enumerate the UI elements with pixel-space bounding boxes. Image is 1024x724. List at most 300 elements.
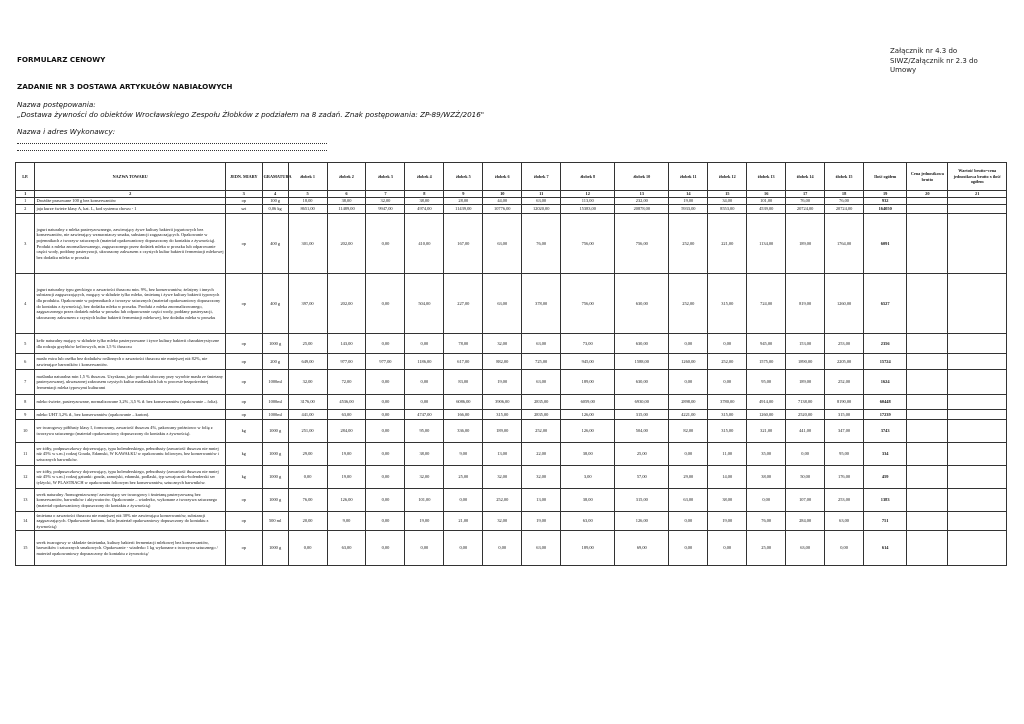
gross-value-cell xyxy=(948,214,1007,274)
nursery-quantity: 0,00 xyxy=(366,489,405,512)
product-name: ser żółty, podpuszczkowy dojrzewający, typu holenderskiego, pełnotłusty (zawartość tłuszczu nie mniej niż 45% w s.m.) rodzaj gatunki: gouda, zamojski, edamski, podlaski, typ szwajcarsko-holenderski ser tylżycki, W PLASTRACH w opakowaniu foliowym bez konserwantów, sztucznych barwników. xyxy=(35,466,225,489)
nursery-quantity: 25,00 xyxy=(444,466,483,489)
nursery-quantity: 32,00 xyxy=(288,370,327,395)
nursery-quantity: 95,00 xyxy=(405,420,444,443)
column-header: żłobek 4 xyxy=(405,163,444,191)
nursery-quantity: 1588,00 xyxy=(615,354,669,370)
row-number: 4 xyxy=(16,274,35,334)
nursery-quantity: 73,00 xyxy=(561,334,615,354)
total-quantity: 6091 xyxy=(864,214,907,274)
price-table xyxy=(15,162,1007,566)
row-number: 15 xyxy=(16,531,35,566)
nursery-quantity: 1260,00 xyxy=(747,410,786,420)
nursery-quantity: 253,00 xyxy=(825,334,864,354)
nursery-quantity: 63,00 xyxy=(669,489,708,512)
nursery-quantity: 504,00 xyxy=(615,420,669,443)
procedure-name: „Dostawa żywności do obiektów Wrocławskiego Zespołu Żłobków z podziałem na 8 zadań. Znak postępowania: ZP-89/WZŻ/2016" xyxy=(17,110,485,119)
product-name: masło extra lub osełka bez dodatków roślinnych o zawartości tłuszczu nie mniejszej niż 82%, nie zawierające barwników i konserwantów. xyxy=(35,354,225,370)
nursery-quantity: 630,00 xyxy=(615,334,669,354)
column-number: 3 xyxy=(225,191,262,198)
total-quantity: 6527 xyxy=(864,274,907,334)
nursery-quantity: 252,00 xyxy=(669,274,708,334)
nursery-quantity: 0,00 xyxy=(747,489,786,512)
unit-price-cell xyxy=(907,274,948,334)
nursery-quantity: 18,00 xyxy=(288,198,327,205)
nursery-quantity: 20878,00 xyxy=(615,205,669,214)
unit-price-cell xyxy=(907,395,948,410)
nursery-quantity: 11439,00 xyxy=(444,205,483,214)
nursery-quantity: 29,00 xyxy=(288,443,327,466)
nursery-quantity: 21,00 xyxy=(444,512,483,531)
nursery-quantity: 253,00 xyxy=(825,489,864,512)
nursery-quantity: 441,00 xyxy=(288,410,327,420)
nursery-quantity: 101,00 xyxy=(747,198,786,205)
row-number: 3 xyxy=(16,214,35,274)
total-quantity: 932 xyxy=(864,198,907,205)
gross-value-cell xyxy=(948,354,1007,370)
nursery-quantity: 32,00 xyxy=(405,466,444,489)
column-header: żłobek 15 xyxy=(825,163,864,191)
nursery-quantity: 2835,00 xyxy=(522,395,561,410)
table-row xyxy=(16,531,1007,566)
row-number: 2 xyxy=(16,205,35,214)
nursery-quantity: 4914,00 xyxy=(747,395,786,410)
column-header: żłobek 13 xyxy=(747,163,786,191)
nursery-quantity: 8651,00 xyxy=(288,205,327,214)
column-number: 9 xyxy=(444,191,483,198)
nursery-quantity: 251,00 xyxy=(288,420,327,443)
unit-price-cell xyxy=(907,466,948,489)
nursery-quantity: 35,00 xyxy=(747,443,786,466)
row-number: 10 xyxy=(16,420,35,443)
column-number: 8 xyxy=(405,191,444,198)
nursery-quantity: 0,00 xyxy=(669,370,708,395)
nursery-quantity: 0,00 xyxy=(786,443,825,466)
grammage: 500 ml xyxy=(262,512,288,531)
column-header: żłobek 5 xyxy=(444,163,483,191)
nursery-quantity: 83,00 xyxy=(444,370,483,395)
nursery-quantity: 0,00 xyxy=(669,334,708,354)
nursery-quantity: 504,00 xyxy=(405,274,444,334)
nursery-quantity: 0,00 xyxy=(366,443,405,466)
unit-price-cell xyxy=(907,443,948,466)
nursery-quantity: 76,00 xyxy=(288,489,327,512)
nursery-quantity: 0,00 xyxy=(366,512,405,531)
gross-value-cell xyxy=(948,198,1007,205)
table-row xyxy=(16,466,1007,489)
nursery-quantity: 113,00 xyxy=(561,198,615,205)
nursery-quantity: 189,00 xyxy=(786,214,825,274)
nursery-quantity: 0,00 xyxy=(444,531,483,566)
nursery-quantity: 315,00 xyxy=(615,489,669,512)
nursery-quantity: 0,00 xyxy=(825,531,864,566)
unit-of-measure: op xyxy=(225,489,262,512)
grammage: 1000 g xyxy=(262,334,288,354)
nursery-quantity: 101,00 xyxy=(405,489,444,512)
nursery-quantity: 0,00 xyxy=(405,370,444,395)
nursery-quantity: 57,00 xyxy=(615,466,669,489)
total-quantity: 334 xyxy=(864,443,907,466)
grammage: 1000ml xyxy=(262,410,288,420)
table-row xyxy=(16,354,1007,370)
table-row xyxy=(16,443,1007,466)
gross-value-cell xyxy=(948,489,1007,512)
column-header: Ilość ogółem xyxy=(864,163,907,191)
table-row xyxy=(16,420,1007,443)
unit-of-measure: op xyxy=(225,512,262,531)
nursery-quantity: 3906,00 xyxy=(483,395,522,410)
nursery-quantity: 50,00 xyxy=(786,466,825,489)
nursery-quantity: 0,00 xyxy=(405,531,444,566)
nursery-quantity: 20724,00 xyxy=(825,205,864,214)
table-row xyxy=(16,370,1007,395)
nursery-quantity: 19,00 xyxy=(405,512,444,531)
nursery-quantity: 0,00 xyxy=(708,334,747,354)
unit-of-measure: op xyxy=(225,354,262,370)
nursery-quantity: 756,00 xyxy=(561,214,615,274)
grammage: 1000 g xyxy=(262,466,288,489)
nursery-quantity: 4539,00 xyxy=(747,205,786,214)
nursery-quantity: 19,00 xyxy=(522,512,561,531)
nursery-quantity: 315,00 xyxy=(708,410,747,420)
nursery-quantity: 7138,00 xyxy=(786,395,825,410)
row-number: 9 xyxy=(16,410,35,420)
gross-value-cell xyxy=(948,443,1007,466)
nursery-quantity: 38,00 xyxy=(561,489,615,512)
nursery-quantity: 8553,00 xyxy=(708,205,747,214)
nursery-quantity: 252,00 xyxy=(483,489,522,512)
nursery-quantity: 95,00 xyxy=(825,443,864,466)
nursery-quantity: 0,00 xyxy=(366,466,405,489)
nursery-quantity: 189,00 xyxy=(561,370,615,395)
nursery-quantity: 227,00 xyxy=(444,274,483,334)
column-number: 10 xyxy=(483,191,522,198)
nursery-quantity: 252,00 xyxy=(825,370,864,395)
table-row xyxy=(16,205,1007,214)
gross-value-cell xyxy=(948,512,1007,531)
nursery-quantity: 724,00 xyxy=(747,274,786,334)
nursery-quantity: 202,00 xyxy=(327,274,366,334)
nursery-quantity: 9,00 xyxy=(444,443,483,466)
grammage: 1000 g xyxy=(262,443,288,466)
nursery-quantity: 945,00 xyxy=(561,354,615,370)
nursery-quantity: 25,00 xyxy=(615,443,669,466)
table-row xyxy=(16,489,1007,512)
grammage: 1000 g xyxy=(262,531,288,566)
column-header: Cena jednostkowa brutto xyxy=(907,163,948,191)
nursery-quantity: 19,00 xyxy=(327,443,366,466)
table-row xyxy=(16,334,1007,354)
grammage: 100 g xyxy=(262,198,288,205)
table-body xyxy=(16,198,1007,566)
nursery-quantity: 2520,00 xyxy=(786,410,825,420)
nursery-quantity: 0,00 xyxy=(288,466,327,489)
nursery-quantity: 63,00 xyxy=(522,198,561,205)
nursery-quantity: 38,00 xyxy=(747,466,786,489)
table-row xyxy=(16,395,1007,410)
nursery-quantity: 63,00 xyxy=(327,410,366,420)
table-row xyxy=(16,214,1007,274)
nursery-quantity: 756,00 xyxy=(561,274,615,334)
nursery-quantity: 0,00 xyxy=(366,274,405,334)
nursery-quantity: 0,00 xyxy=(405,334,444,354)
column-header: żłobek 2 xyxy=(327,163,366,191)
nursery-quantity: 397,00 xyxy=(288,274,327,334)
nursery-quantity: 32,00 xyxy=(483,512,522,531)
nursery-quantity: 78,00 xyxy=(444,334,483,354)
nursery-quantity: 126,00 xyxy=(327,489,366,512)
column-number: 19 xyxy=(864,191,907,198)
nursery-quantity: 0,00 xyxy=(669,512,708,531)
column-header: żłobek 12 xyxy=(708,163,747,191)
column-number: 4 xyxy=(262,191,288,198)
nursery-quantity: 202,00 xyxy=(327,214,366,274)
column-header: żłobek 11 xyxy=(669,163,708,191)
nursery-quantity: 4747,00 xyxy=(405,410,444,420)
column-number: 12 xyxy=(561,191,615,198)
nursery-quantity: 0,00 xyxy=(669,443,708,466)
nursery-quantity: 6059,00 xyxy=(561,395,615,410)
column-number: 20 xyxy=(907,191,948,198)
nursery-quantity: 19,00 xyxy=(483,370,522,395)
unit-of-measure: op xyxy=(225,531,262,566)
nursery-quantity: 0,00 xyxy=(366,370,405,395)
column-header: Wartość brutto=cena jednostkowa brutto x ilość ogółem xyxy=(948,163,1007,191)
unit-of-measure: kg xyxy=(225,466,262,489)
nursery-quantity: 1186,00 xyxy=(405,354,444,370)
product-name: serek twarogowy w składzie śmietanka, kultury bakterii fermentacji mlekowej bez konserwantów, barwników i sztucznych smakowych. Opakowanie - wiaderko 1 kg wykonane z tworzywa sztucznego / materiał opakowaniowy dopuszczony do kontaktu z żywnością/ xyxy=(35,531,225,566)
nursery-quantity: 4974,00 xyxy=(405,205,444,214)
nursery-quantity: 315,00 xyxy=(708,420,747,443)
nursery-quantity: 0,00 xyxy=(366,395,405,410)
unit-of-measure: op xyxy=(225,395,262,410)
product-name: ser żółty, podpuszczkowy dojrzewający, typu holenderskiego, pełnotłusty (zawartość tłuszczu nie mniej niż 45% w s.m.) rodzaj Gouda, Edamski, W KAWAŁKU w opakowaniu foliowym, bez konserwantów i sztucznych barwników. xyxy=(35,443,225,466)
grammage: 1000ml xyxy=(262,370,288,395)
product-name: jogurt naturalny z mleka pasteryzowanego, zawierający żywe kultury bakterii jogurtowych bez konserwantów, nie zawierający wzmacniaczy smaku, substancji zagęszczających. Opakowanie w pojemnikach z tworzyw sztucznych (materiał opakowaniowy dopuszczony do kontaktu z żywnością). Produkt z mleka znormalizowanego, zagęszczonego przez dodatek mleka w proszku lub odparowanie części wody, poddany pasteryzacji, ukwaszony zakwasem z czystych kultur bakterii fermentacji mlekowej bez dodatku mleka w proszku xyxy=(35,214,225,274)
nursery-quantity: 8190,00 xyxy=(825,395,864,410)
nursery-quantity: 3176,00 xyxy=(288,395,327,410)
unit-price-cell xyxy=(907,198,948,205)
nursery-quantity: 14,00 xyxy=(708,466,747,489)
nursery-quantity: 336,00 xyxy=(444,420,483,443)
nursery-quantity: 32,00 xyxy=(483,334,522,354)
nursery-quantity: 315,00 xyxy=(483,410,522,420)
nursery-quantity: 301,00 xyxy=(288,214,327,274)
nursery-quantity: 12020,00 xyxy=(522,205,561,214)
nursery-quantity: 3780,00 xyxy=(708,395,747,410)
nursery-quantity: 126,00 xyxy=(615,512,669,531)
unit-price-cell xyxy=(907,205,948,214)
row-number: 11 xyxy=(16,443,35,466)
row-number: 14 xyxy=(16,512,35,531)
nursery-quantity: 6930,00 xyxy=(615,395,669,410)
nursery-quantity: 38,00 xyxy=(405,443,444,466)
nursery-quantity: 63,00 xyxy=(327,531,366,566)
nursery-quantity: 63,00 xyxy=(483,214,522,274)
column-number: 13 xyxy=(615,191,669,198)
nursery-quantity: 252,00 xyxy=(522,420,561,443)
total-quantity: 164050 xyxy=(864,205,907,214)
nursery-quantity: 378,00 xyxy=(522,274,561,334)
grammage: 1000 g xyxy=(262,489,288,512)
nursery-quantity: 25,00 xyxy=(747,531,786,566)
table-row xyxy=(16,410,1007,420)
nursery-quantity: 44,00 xyxy=(483,198,522,205)
nursery-quantity: 176,00 xyxy=(825,466,864,489)
nursery-quantity: 649,00 xyxy=(288,354,327,370)
nursery-quantity: 0,00 xyxy=(483,531,522,566)
nursery-quantity: 441,00 xyxy=(786,420,825,443)
nursery-quantity: 2835,00 xyxy=(522,410,561,420)
column-header: żłobek 7 xyxy=(522,163,561,191)
nursery-quantity: 95,00 xyxy=(747,370,786,395)
nursery-quantity: 0,00 xyxy=(669,531,708,566)
nursery-quantity: 4221,00 xyxy=(669,410,708,420)
nursery-quantity: 19,00 xyxy=(708,512,747,531)
nursery-quantity: 19,00 xyxy=(327,466,366,489)
nursery-quantity: 1764,00 xyxy=(825,214,864,274)
nursery-quantity: 725,00 xyxy=(522,354,561,370)
row-number: 1 xyxy=(16,198,35,205)
product-name: serek naturalny /homogenizowany/ zawierający ser twarogowy i śmietanę pasteryzowaną bez konserwantów, barwników i aktywatorów. Opakowanie – wiaderko, wykonane z tworzywa sztucznego (materiał opakowaniowy dopuszczony do kontaktu z żywnością) xyxy=(35,489,225,512)
nursery-quantity: 63,00 xyxy=(825,512,864,531)
nursery-quantity: 1134,00 xyxy=(747,214,786,274)
total-quantity: 1624 xyxy=(864,370,907,395)
attachment-note: Załącznik nr 4.3 do SIWZ/Załącznik nr 2.3 do Umowy xyxy=(890,47,978,74)
nursery-quantity: 1260,00 xyxy=(669,354,708,370)
column-header: żłobek 8 xyxy=(561,163,615,191)
product-name: mleko UHT 3,2% tł., bez konserwantów (opakowanie – karton). xyxy=(35,410,225,420)
nursery-quantity: 9947,00 xyxy=(366,205,405,214)
row-number: 13 xyxy=(16,489,35,512)
nursery-quantity: 69,00 xyxy=(615,531,669,566)
nursery-quantity: 32,00 xyxy=(483,466,522,489)
nursery-quantity: 63,00 xyxy=(561,512,615,531)
nursery-quantity: 0,00 xyxy=(708,531,747,566)
nursery-quantity: 13,00 xyxy=(522,489,561,512)
unit-price-cell xyxy=(907,214,948,274)
unit-of-measure: op xyxy=(225,370,262,395)
nursery-quantity: 0,00 xyxy=(366,420,405,443)
nursery-quantity: 143,00 xyxy=(327,334,366,354)
nursery-quantity: 38,00 xyxy=(405,198,444,205)
nursery-quantity: 32,00 xyxy=(522,466,561,489)
grammage: 1000 g xyxy=(262,420,288,443)
gross-value-cell xyxy=(948,334,1007,354)
nursery-quantity: 20,00 xyxy=(288,512,327,531)
total-quantity: 459 xyxy=(864,466,907,489)
nursery-quantity: 321,00 xyxy=(747,420,786,443)
gross-value-cell xyxy=(948,370,1007,395)
unit-price-cell xyxy=(907,334,948,354)
table-row xyxy=(16,198,1007,205)
nursery-quantity: 0,00 xyxy=(708,370,747,395)
nursery-quantity: 72,00 xyxy=(327,370,366,395)
nursery-quantity: 0,00 xyxy=(366,410,405,420)
nursery-quantity: 153,00 xyxy=(786,334,825,354)
nursery-quantity: 1575,00 xyxy=(747,354,786,370)
nursery-quantity: 977,00 xyxy=(327,354,366,370)
row-number: 7 xyxy=(16,370,35,395)
table-header-row xyxy=(16,163,1007,191)
nursery-quantity: 20724,00 xyxy=(786,205,825,214)
nursery-quantity: 1260,00 xyxy=(825,274,864,334)
nursery-quantity: 63,00 xyxy=(522,531,561,566)
nursery-quantity: 189,00 xyxy=(561,531,615,566)
nursery-quantity: 76,00 xyxy=(825,198,864,205)
column-header: żłobek 14 xyxy=(786,163,825,191)
product-name: maślanka naturalna min 1,5 % tłuszczu. Uzyskana, jako produkt uboczny przy wyrobie masła ze śmietany pasteryzowanej, ukwaszonej zakwasem czystych kultur maślarskich lub w procesie bezpośredniej fermentacji mleka typowymi kulturami xyxy=(35,370,225,395)
nursery-quantity: 22,00 xyxy=(522,443,561,466)
column-header: NAZWA TOWARU xyxy=(35,163,225,191)
nursery-quantity: 819,00 xyxy=(786,274,825,334)
column-header: żłobek 1 xyxy=(288,163,327,191)
column-header: żłobek 6 xyxy=(483,163,522,191)
column-number: 14 xyxy=(669,191,708,198)
table-row xyxy=(16,512,1007,531)
nursery-quantity: 76,00 xyxy=(747,512,786,531)
nursery-quantity: 166,00 xyxy=(444,410,483,420)
nursery-quantity: 10776,00 xyxy=(483,205,522,214)
nursery-quantity: 11,00 xyxy=(708,443,747,466)
unit-of-measure: op xyxy=(225,198,262,205)
unit-of-measure: op xyxy=(225,274,262,334)
unit-price-cell xyxy=(907,420,948,443)
product-name: jaja kurze świeże klasy A, kat. L, kod systemu chowu - 1 xyxy=(35,205,225,214)
nursery-quantity: 28,00 xyxy=(444,198,483,205)
total-quantity: 60448 xyxy=(864,395,907,410)
gross-value-cell xyxy=(948,410,1007,420)
nursery-quantity: 617,00 xyxy=(444,354,483,370)
unit-price-cell xyxy=(907,531,948,566)
unit-price-cell xyxy=(907,370,948,395)
gross-value-cell xyxy=(948,395,1007,410)
gross-value-cell xyxy=(948,420,1007,443)
total-quantity: 2356 xyxy=(864,334,907,354)
product-name: śmietana o zawartości tłuszczu nie mniejszej niż 30% nie zawierająca konserwantów, substancji zagęszczających. Opakowanie kartonu, folia (materiał opakowaniowy dopuszczony do kontaktu z żywnością) xyxy=(35,512,225,531)
nursery-quantity: 63,00 xyxy=(786,531,825,566)
gross-value-cell xyxy=(948,274,1007,334)
row-number: 12 xyxy=(16,466,35,489)
procedure-label: Nazwa postępowania: xyxy=(17,100,96,109)
contractor-line-2 xyxy=(17,150,327,151)
unit-price-cell xyxy=(907,489,948,512)
unit-price-cell xyxy=(907,410,948,420)
grammage: 400 g xyxy=(262,214,288,274)
nursery-quantity: 221,00 xyxy=(708,214,747,274)
nursery-quantity: 189,00 xyxy=(483,420,522,443)
nursery-quantity: 126,00 xyxy=(561,420,615,443)
column-number: 5 xyxy=(288,191,327,198)
product-name: ser twarogowy półtłusty klasy I, formowany, zawartość tłuszczu 4%, pakowany próżniowo w folię z tworzywa sztucznego (materiał opakowaniowy dopuszczony do kontaktu z żywnością). xyxy=(35,420,225,443)
nursery-quantity: 25,00 xyxy=(288,334,327,354)
nursery-quantity: 38,00 xyxy=(708,489,747,512)
nursery-quantity: 32,00 xyxy=(366,198,405,205)
gross-value-cell xyxy=(948,531,1007,566)
nursery-quantity: 756,00 xyxy=(615,214,669,274)
row-number: 8 xyxy=(16,395,35,410)
nursery-quantity: 945,00 xyxy=(747,334,786,354)
nursery-quantity: 882,00 xyxy=(483,354,522,370)
nursery-quantity: 38,00 xyxy=(561,443,615,466)
column-number: 21 xyxy=(948,191,1007,198)
product-name: kefir naturalny mający w składzie tylko mleko pasteryzowane i żywe kultury bakterii charakterystyczne dla rodzaju grzybków kefirowych, min 1,5 % tłuszczu xyxy=(35,334,225,354)
nursery-quantity: 252,00 xyxy=(708,354,747,370)
gross-value-cell xyxy=(948,466,1007,489)
column-number: 2 xyxy=(35,191,225,198)
nursery-quantity: 630,00 xyxy=(615,274,669,334)
column-header: żłobek 10 xyxy=(615,163,669,191)
